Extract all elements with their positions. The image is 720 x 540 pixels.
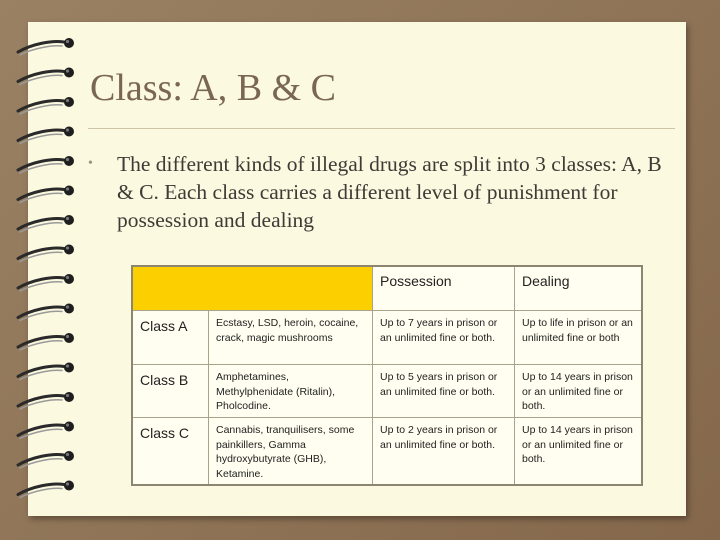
binding-ring-icon — [18, 127, 74, 144]
binding-ring-icon — [18, 38, 74, 55]
binding-ring-icon — [18, 245, 74, 262]
bullet-marker: • — [88, 156, 93, 171]
spiral-binding — [12, 28, 82, 508]
drug-classes-table — [131, 265, 643, 486]
table-row — [132, 418, 642, 486]
header-dealing: Dealing — [515, 266, 643, 311]
title-divider — [88, 128, 675, 129]
binding-ring-icon — [18, 274, 74, 291]
binding-ring-icon — [18, 304, 74, 321]
possession-cell: Up to 5 years in prison or an unlimited fine or both. — [373, 365, 515, 418]
binding-ring-icon — [18, 215, 74, 232]
dealing-cell: Up to life in prison or an unlimited fine or both — [515, 311, 643, 365]
class-label: Class A — [132, 311, 209, 365]
dealing-cell: Up to 14 years in prison or an unlimited fine or both. — [515, 418, 643, 486]
binding-ring-icon — [18, 422, 74, 439]
possession-cell: Up to 2 years in prison or an unlimited fine or both. — [373, 418, 515, 486]
binding-ring-icon — [18, 363, 74, 380]
header-possession: Possession — [373, 266, 515, 311]
drugs-cell: Amphetamines, Methylphenidate (Ritalin), Pholcodine. — [209, 365, 373, 418]
header-blank-cell — [132, 266, 373, 311]
binding-ring-icon — [18, 451, 74, 468]
drugs-cell: Ecstasy, LSD, heroin, cocaine, crack, magic mushrooms — [209, 311, 373, 365]
table-row — [132, 365, 642, 418]
dealing-cell: Up to 14 years in prison or an unlimited fine or both. — [515, 365, 643, 418]
possession-cell: Up to 7 years in prison or an unlimited fine or both. — [373, 311, 515, 365]
bullet-text: The different kinds of illegal drugs are split into 3 classes: A, B & C. Each class carries a different level of punishment for possession and dealing — [117, 152, 662, 232]
binding-ring-icon — [18, 156, 74, 173]
slide-title: Class: A, B & C — [90, 67, 336, 109]
binding-ring-icon — [18, 392, 74, 409]
binding-ring-icon — [18, 68, 74, 85]
class-label: Class B — [132, 365, 209, 418]
drugs-cell: Cannabis, tranquilisers, some painkillers, Gamma hydroxybutyrate (GHB), Ketamine. — [209, 418, 373, 486]
binding-ring-icon — [18, 186, 74, 203]
binding-ring-icon — [18, 333, 74, 350]
binding-ring-icon — [18, 97, 74, 114]
binding-ring-icon — [18, 481, 74, 498]
table-row — [132, 311, 642, 365]
class-label: Class C — [132, 418, 209, 486]
table-header-row — [132, 266, 642, 311]
